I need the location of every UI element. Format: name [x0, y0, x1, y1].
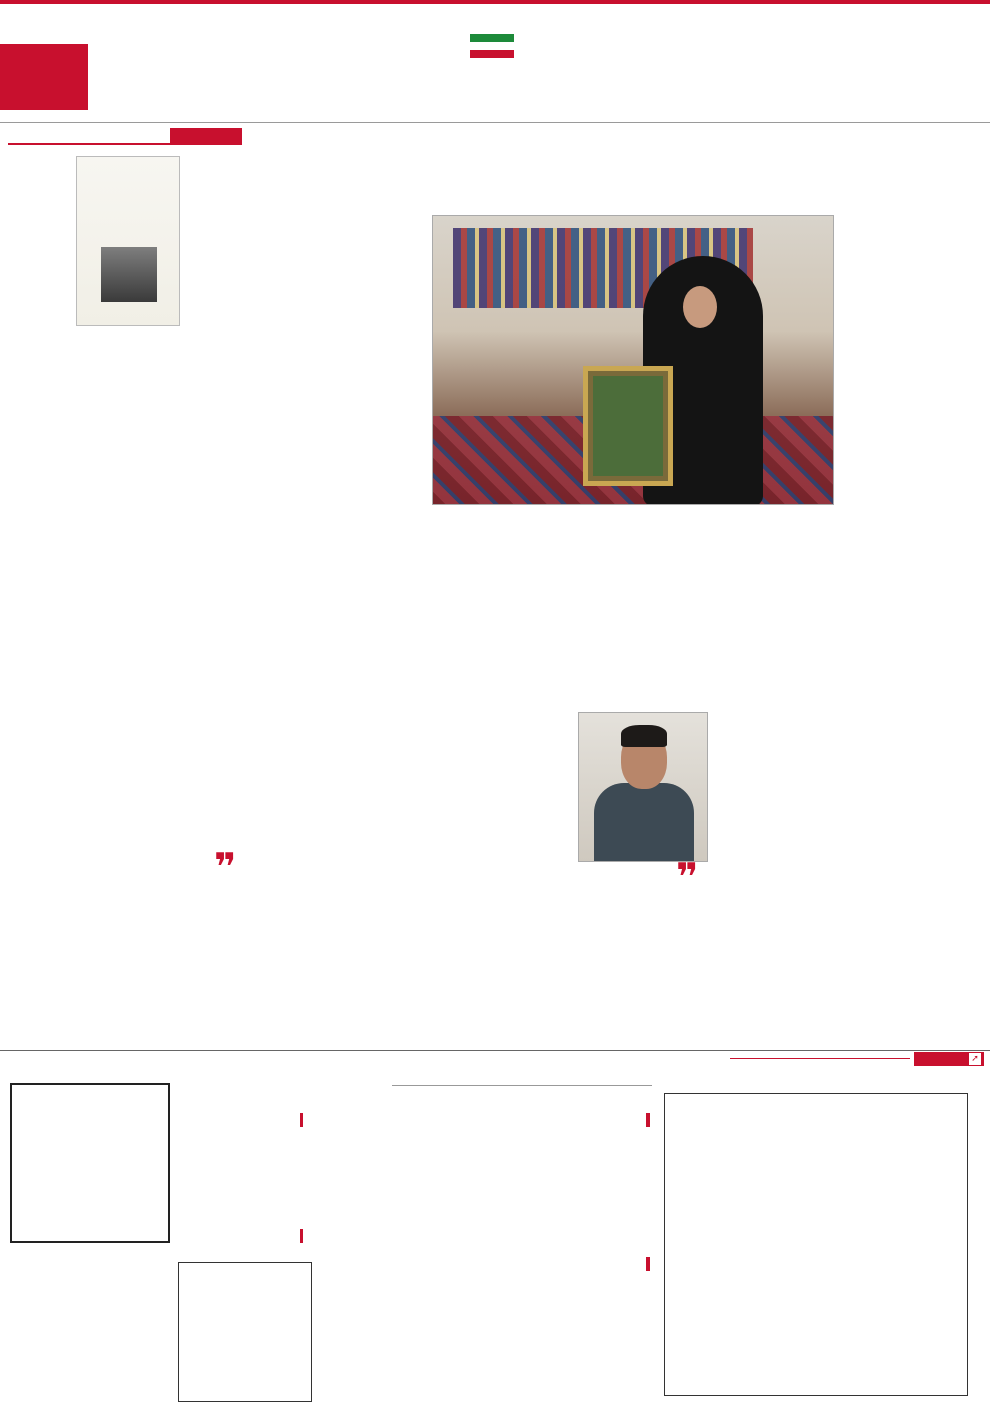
- book-column-left: [8, 364, 122, 854]
- book-cover-image: [76, 156, 180, 326]
- page-header: [0, 30, 990, 125]
- down-title-bar: [646, 1257, 650, 1271]
- martyr-portrait-photo: [578, 712, 708, 862]
- book-section-rule: [8, 143, 242, 145]
- puzzles-tab: [914, 1052, 984, 1066]
- book-section-label: [170, 128, 242, 144]
- photo-hair: [621, 725, 667, 747]
- arrow-icon: ➚: [969, 1053, 981, 1065]
- sudoku-grid: [10, 1083, 170, 1243]
- newspaper-masthead: [0, 44, 88, 110]
- photo-martyr-image: [593, 376, 663, 476]
- designer-rule: [392, 1085, 652, 1086]
- crossword-row-numbers: [968, 1093, 984, 1396]
- quote-mark-icon: ❞: [676, 855, 699, 899]
- quote-mark-icon: ❞: [214, 845, 237, 889]
- header-rule: [0, 122, 990, 123]
- sudoku-title-bar: [300, 1113, 303, 1127]
- photo-uniform: [594, 783, 694, 862]
- article-column-2: [700, 515, 840, 1045]
- top-color-strip: [0, 0, 990, 4]
- book-column-right: [128, 364, 242, 854]
- book-cover-photo: [101, 247, 157, 302]
- answer-title-bar: [300, 1229, 303, 1243]
- across-clues: [330, 1130, 652, 1250]
- article-column-1: [842, 215, 984, 1045]
- photo-mother-face: [683, 286, 717, 328]
- down-clues: [330, 1274, 652, 1404]
- article-column-3: [556, 515, 696, 710]
- article-column-5: [286, 215, 426, 1045]
- mother-portrait-photo: [432, 215, 834, 505]
- puzzles-rule: [0, 1050, 990, 1051]
- article-column-4: [414, 515, 552, 1045]
- crossword-grid: [664, 1093, 968, 1396]
- answer-grid: [178, 1262, 312, 1402]
- across-title-bar: [646, 1113, 650, 1127]
- book-column-lower: [8, 870, 9, 871]
- section-logo: [400, 40, 560, 110]
- puzzles-tab-line: [730, 1058, 910, 1059]
- flag-icon: [470, 34, 514, 58]
